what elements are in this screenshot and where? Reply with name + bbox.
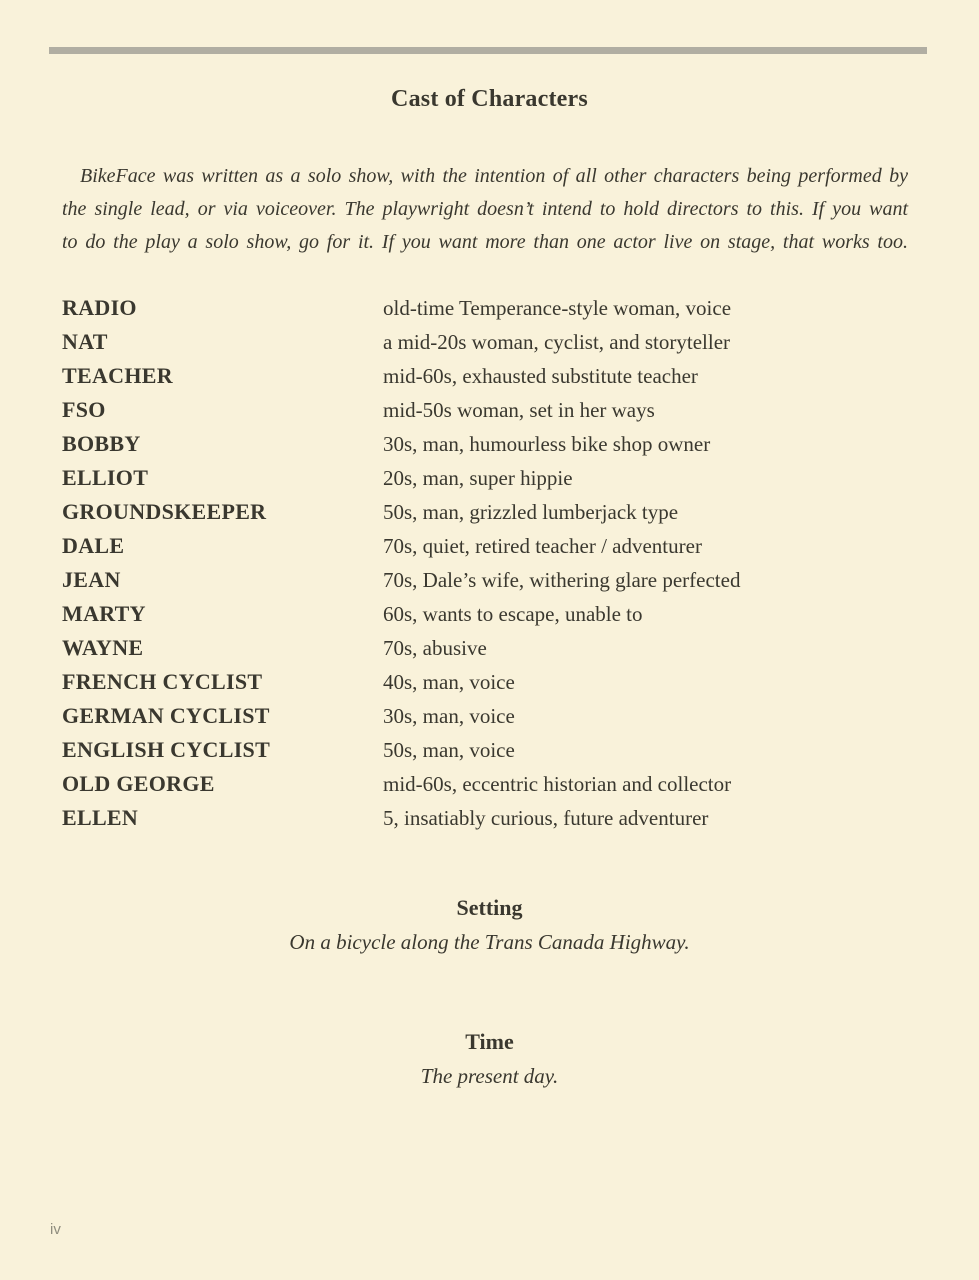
cast-row xyxy=(62,495,917,529)
cast-row xyxy=(62,665,917,699)
setting-heading: Setting xyxy=(456,895,523,920)
character-description: old-time Temperance-style woman, voice xyxy=(383,296,732,320)
time-section xyxy=(0,1027,979,1091)
character-description: 70s, abusive xyxy=(383,636,487,660)
cast-row xyxy=(62,427,917,461)
character-name: ENGLISH CYCLIST xyxy=(62,737,271,762)
character-name: BOBBY xyxy=(62,431,141,456)
character-name: OLD GEORGE xyxy=(62,771,215,796)
character-description: 50s, man, grizzled lumberjack type xyxy=(383,500,679,524)
character-description: mid-60s, exhausted substitute teacher xyxy=(383,364,698,388)
setting-text: On a bicycle along the Trans Canada Highway. xyxy=(289,930,690,954)
intro-line: the single lead, or via voiceover. The playwright doesn’t intend to hold directors to this. If you want xyxy=(62,198,908,220)
cast-row xyxy=(62,767,917,801)
character-description: 30s, man, voice xyxy=(383,704,515,728)
character-name: ELLIOT xyxy=(62,465,149,490)
time-heading: Time xyxy=(465,1029,514,1054)
cast-row xyxy=(62,733,917,767)
time-text: The present day. xyxy=(420,1064,559,1088)
character-name: GERMAN CYCLIST xyxy=(62,703,270,728)
character-name: WAYNE xyxy=(62,635,144,660)
intro-paragraph xyxy=(62,160,908,259)
cast-row xyxy=(62,563,917,597)
setting-section xyxy=(0,893,979,957)
character-name: GROUNDSKEEPER xyxy=(62,499,267,524)
character-name: FSO xyxy=(62,397,106,422)
character-description: 60s, wants to escape, unable to xyxy=(383,602,643,626)
character-name: FRENCH CYCLIST xyxy=(62,669,263,694)
character-name: JEAN xyxy=(62,567,121,592)
cast-row xyxy=(62,631,917,665)
character-description: 70s, quiet, retired teacher / adventurer xyxy=(383,534,702,558)
cast-row xyxy=(62,699,917,733)
page-number: iv xyxy=(50,1221,61,1238)
character-name: DALE xyxy=(62,533,125,558)
character-description: 5, insatiably curious, future adventurer xyxy=(383,806,709,830)
intro-line: BikeFace was written as a solo show, with the intention of all other characters being performed by xyxy=(80,165,908,187)
character-name: NAT xyxy=(62,329,108,354)
cast-row xyxy=(62,291,917,325)
cast-row xyxy=(62,529,917,563)
top-rule xyxy=(49,47,927,54)
character-description: 50s, man, voice xyxy=(383,738,515,762)
character-description: 70s, Dale’s wife, withering glare perfected xyxy=(383,568,741,592)
character-name: RADIO xyxy=(62,295,137,320)
cast-row xyxy=(62,393,917,427)
cast-row xyxy=(62,801,917,835)
cast-row xyxy=(62,359,917,393)
cast-row xyxy=(62,461,917,495)
character-description: mid-60s, eccentric historian and collector xyxy=(383,772,732,796)
page-title: Cast of Characters xyxy=(391,86,588,112)
character-description: 20s, man, super hippie xyxy=(383,466,573,490)
intro-line: to do the play a solo show, go for it. If you want more than one actor live on stage, that works too. xyxy=(62,231,908,253)
character-description: 40s, man, voice xyxy=(383,670,515,694)
character-description: 30s, man, humourless bike shop owner xyxy=(383,432,711,456)
character-name: ELLEN xyxy=(62,805,139,830)
character-name: MARTY xyxy=(62,601,146,626)
cast-list xyxy=(62,291,917,835)
character-description: mid-50s woman, set in her ways xyxy=(383,398,655,422)
cast-row xyxy=(62,597,917,631)
character-name: TEACHER xyxy=(62,363,173,388)
character-description: a mid-20s woman, cyclist, and storyteller xyxy=(383,330,731,354)
cast-row xyxy=(62,325,917,359)
